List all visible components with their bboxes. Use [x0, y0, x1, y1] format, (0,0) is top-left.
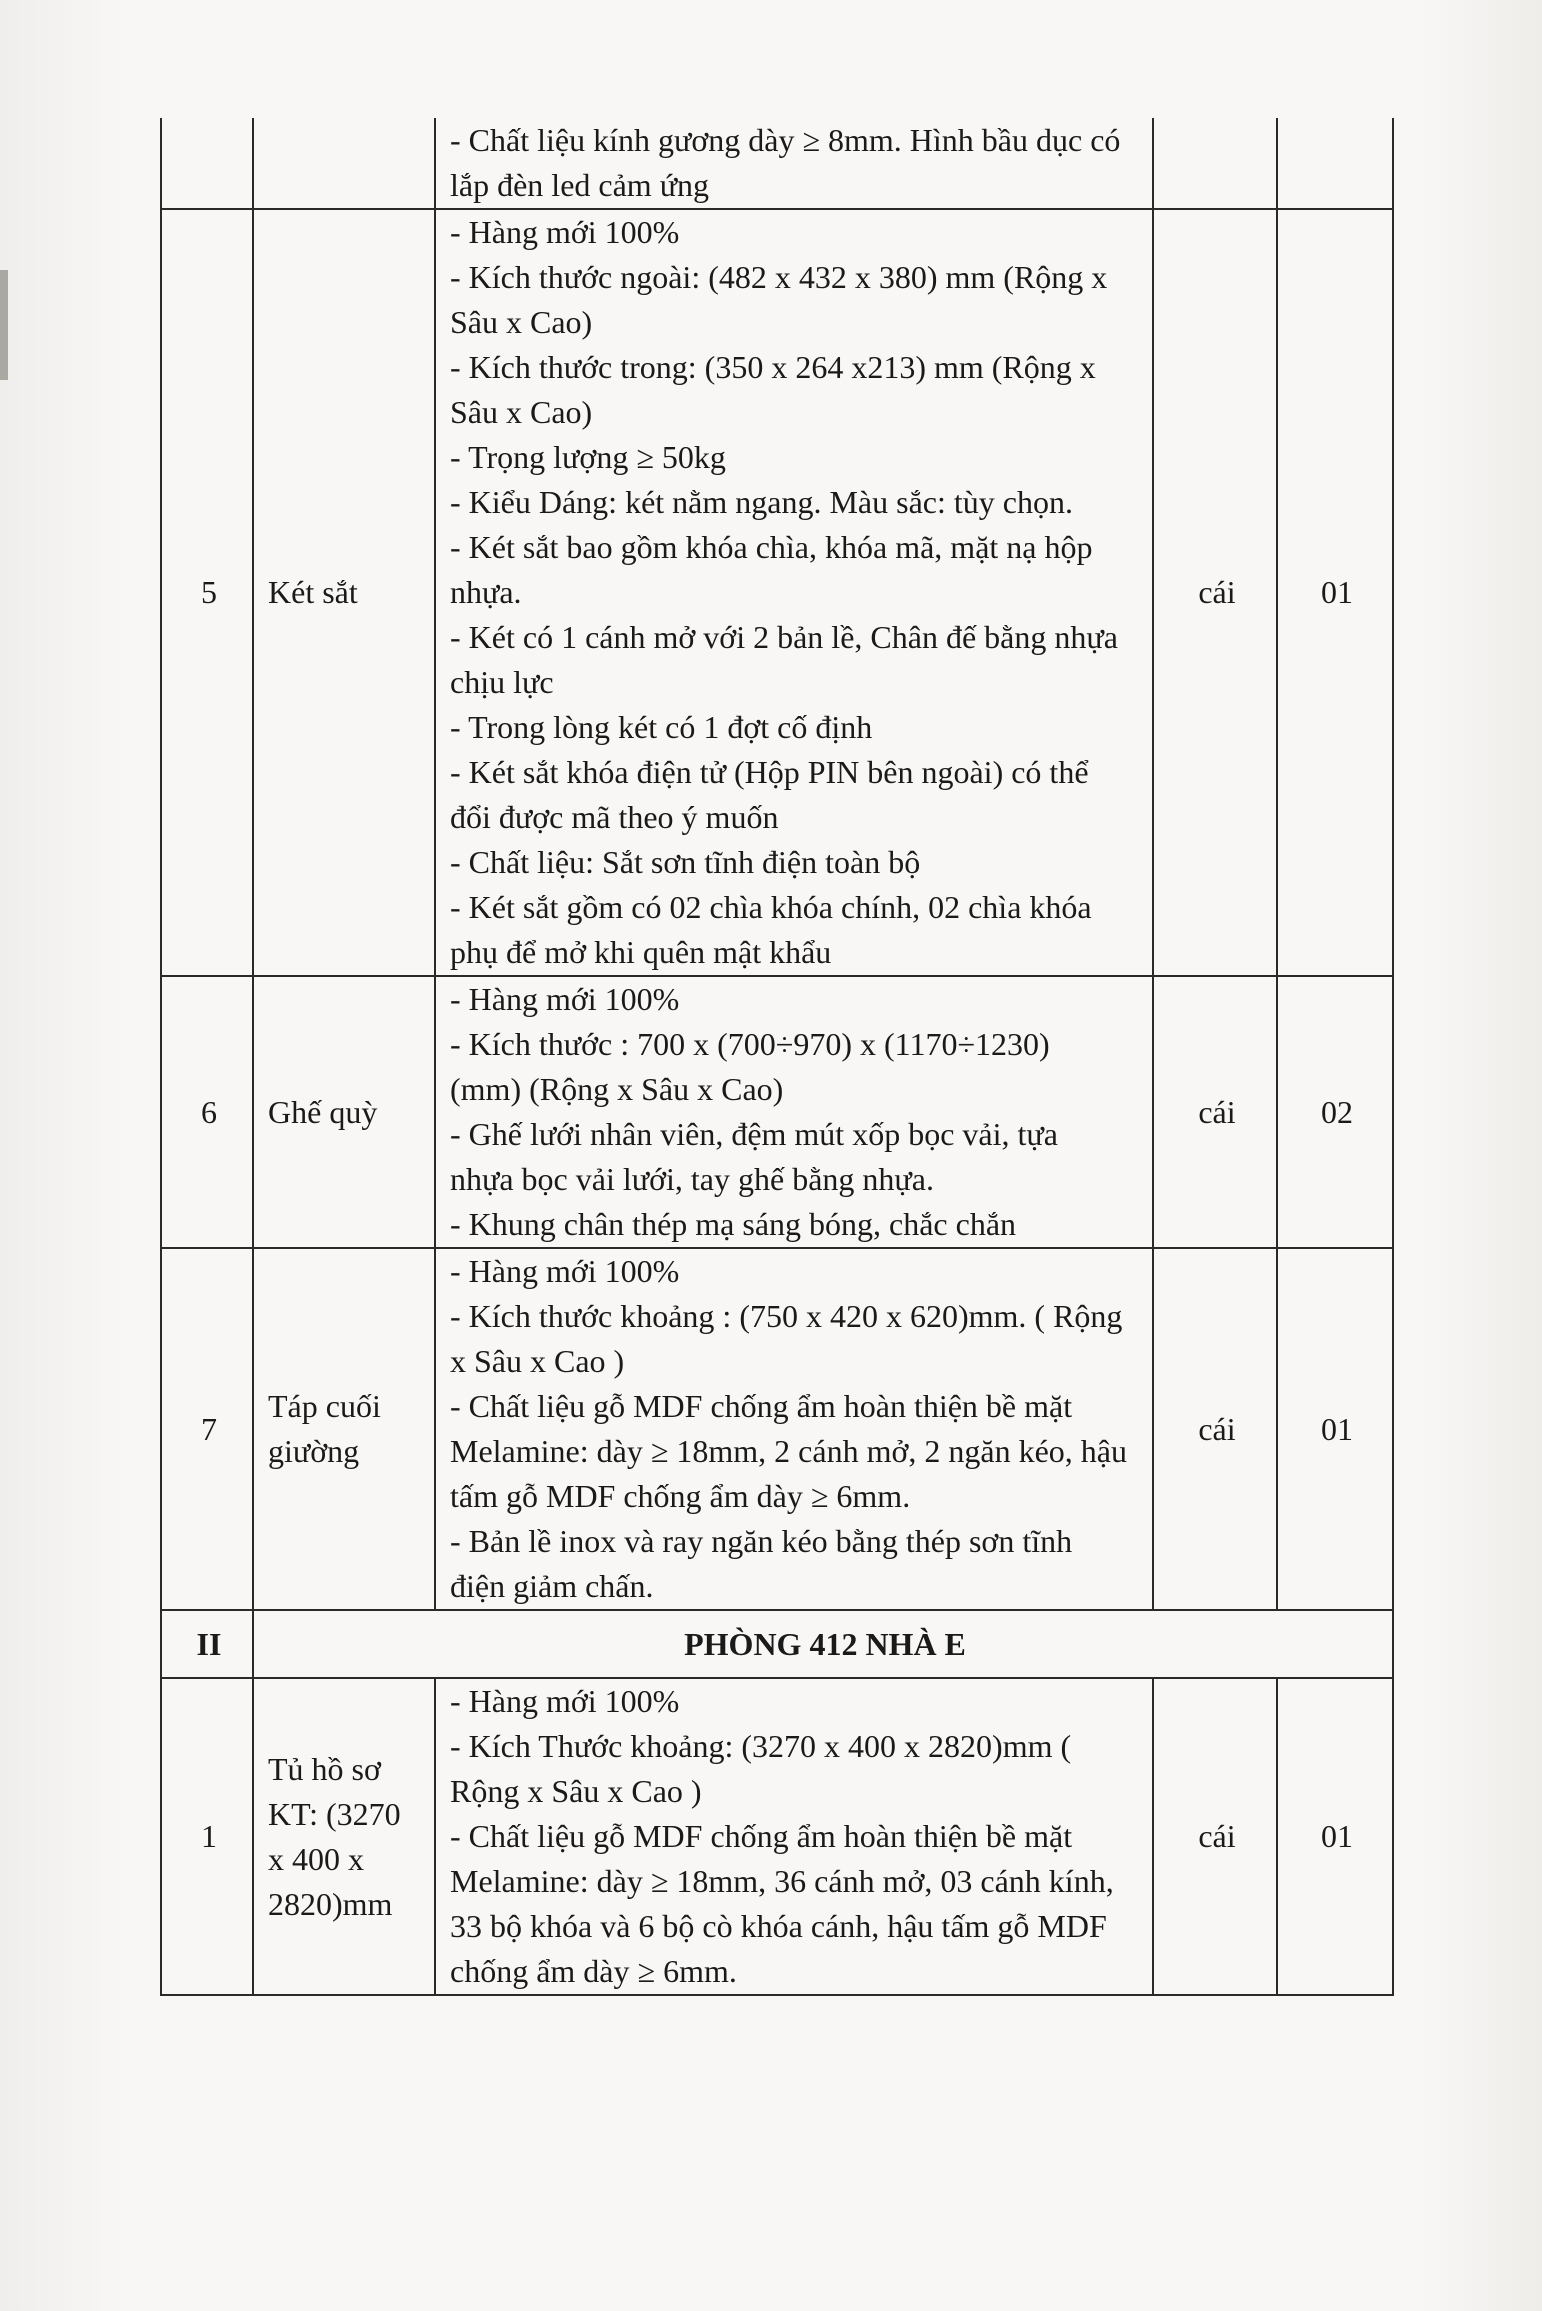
- description-line: phụ để mở khi quên mật khẩu: [450, 934, 832, 970]
- description-line: - Két sắt gồm có 02 chìa khóa chính, 02 chìa khóa: [450, 889, 1092, 925]
- table-row: [161, 209, 1393, 976]
- row-number-cell: 6: [161, 976, 253, 1248]
- quantity-cell: [1277, 118, 1393, 209]
- quantity-cell: 01: [1277, 1248, 1393, 1610]
- description-line: - Kích thước ngoài: (482 x 432 x 380) mm (Rộng x: [450, 259, 1108, 295]
- description-line: - Chất liệu kính gương dày ≥ 8mm. Hình bầu dục có: [450, 122, 1121, 158]
- unit-cell: cái: [1153, 976, 1277, 1248]
- description-line: nhựa bọc vải lưới, tay ghế bằng nhựa.: [450, 1161, 934, 1197]
- section-title: PHÒNG 412 NHÀ E: [253, 1610, 1393, 1678]
- item-name-line: x 400 x: [268, 1840, 364, 1877]
- description-line: - Kiểu Dáng: két nằm ngang. Màu sắc: tùy chọn.: [450, 484, 1073, 520]
- description-line: - Kích thước trong: (350 x 264 x213) mm (Rộng x: [450, 349, 1096, 385]
- item-name-line: 2820)mm: [268, 1885, 393, 1922]
- description-line: - Hàng mới 100%: [450, 214, 680, 250]
- section-number-cell: II: [161, 1610, 253, 1678]
- description-line: - Kích thước : 700 x (700÷970) x (1170÷1230): [450, 1026, 1050, 1062]
- quantity-cell: 01: [1277, 209, 1393, 976]
- table-row: [161, 1248, 1393, 1610]
- unit-cell: cái: [1153, 1678, 1277, 1995]
- description-line: điện giảm chấn.: [450, 1568, 654, 1604]
- item-description-cell: [435, 209, 1153, 976]
- description-line: Rộng x Sâu x Cao ): [450, 1773, 702, 1809]
- description-line: - Kích thước khoảng : (750 x 420 x 620)mm. ( Rộng: [450, 1298, 1123, 1334]
- item-description-cell: [435, 976, 1153, 1248]
- item-name-cell: [253, 118, 435, 209]
- description-line: - Kích Thước khoảng: (3270 x 400 x 2820)mm (: [450, 1728, 1072, 1764]
- quantity-cell: 02: [1277, 976, 1393, 1248]
- description-line: Sâu x Cao): [450, 304, 593, 340]
- table-row: [161, 976, 1393, 1248]
- table-row: [161, 1678, 1393, 1995]
- row-number-cell: [161, 118, 253, 209]
- item-name-line: Ghế quỳ: [268, 1093, 378, 1130]
- description-line: Melamine: dày ≥ 18mm, 2 cánh mở, 2 ngăn kéo, hậu: [450, 1433, 1127, 1469]
- description-line: - Hàng mới 100%: [450, 1683, 680, 1719]
- description-line: - Chất liệu gỗ MDF chống ẩm hoàn thiện bề mặt: [450, 1818, 1073, 1854]
- description-line: (mm) (Rộng x Sâu x Cao): [450, 1071, 784, 1107]
- description-line: - Khung chân thép mạ sáng bóng, chắc chắn: [450, 1206, 1017, 1242]
- description-line: - Chất liệu: Sắt sơn tĩnh điện toàn bộ: [450, 844, 921, 880]
- description-line: x Sâu x Cao ): [450, 1343, 625, 1379]
- description-line: - Bản lề inox và ray ngăn kéo bằng thép sơn tĩnh: [450, 1523, 1073, 1559]
- row-number-cell: 7: [161, 1248, 253, 1610]
- item-name-line: giường: [268, 1433, 360, 1469]
- quantity-cell: 01: [1277, 1678, 1393, 1995]
- description-line: đổi được mã theo ý muốn: [450, 799, 779, 835]
- description-line: Melamine: dày ≥ 18mm, 36 cánh mở, 03 cánh kính,: [450, 1863, 1114, 1899]
- item-description-cell: [435, 118, 1153, 209]
- specification-table: [160, 118, 1394, 1996]
- description-line: - Trọng lượng ≥ 50kg: [450, 439, 726, 475]
- item-name-line: KT: (3270: [268, 1795, 401, 1832]
- description-line: chống ẩm dày ≥ 6mm.: [450, 1953, 737, 1989]
- unit-cell: [1153, 118, 1277, 209]
- item-description-cell: [435, 1248, 1153, 1610]
- unit-cell: cái: [1153, 1248, 1277, 1610]
- description-line: - Két sắt bao gồm khóa chìa, khóa mã, mặt nạ hộp: [450, 529, 1093, 565]
- row-number-cell: 1: [161, 1678, 253, 1995]
- item-name-cell: [253, 976, 435, 1248]
- description-line: - Ghế lưới nhân viên, đệm mút xốp bọc vải, tựa: [450, 1116, 1058, 1152]
- item-description-cell: [435, 1678, 1153, 1995]
- item-name-line: Táp cuối: [268, 1388, 381, 1424]
- description-line: - Két có 1 cánh mở với 2 bản lề, Chân đế bằng nhựa: [450, 619, 1118, 655]
- description-line: 33 bộ khóa và 6 bộ cò khóa cánh, hậu tấm gỗ MDF: [450, 1908, 1107, 1944]
- description-line: - Chất liệu gỗ MDF chống ẩm hoàn thiện bề mặt: [450, 1388, 1073, 1424]
- item-name-cell: [253, 209, 435, 976]
- description-line: lắp đèn led cảm ứng: [450, 167, 710, 203]
- section-header-row: [161, 1610, 1393, 1678]
- description-line: Sâu x Cao): [450, 394, 593, 430]
- item-name-cell: [253, 1678, 435, 1995]
- item-name-line: Tủ hồ sơ: [268, 1750, 381, 1787]
- description-line: - Hàng mới 100%: [450, 981, 680, 1017]
- description-line: tấm gỗ MDF chống ẩm dày ≥ 6mm.: [450, 1478, 911, 1514]
- unit-cell: cái: [1153, 209, 1277, 976]
- scan-edge-shadow: [0, 270, 8, 380]
- description-line: - Két sắt khóa điện tử (Hộp PIN bên ngoài) có thể: [450, 754, 1089, 790]
- description-line: - Hàng mới 100%: [450, 1253, 680, 1289]
- row-number-cell: 5: [161, 209, 253, 976]
- description-line: nhựa.: [450, 574, 522, 610]
- item-name-line: Két sắt: [268, 574, 358, 610]
- description-line: - Trong lòng két có 1 đợt cố định: [450, 709, 873, 745]
- description-line: chịu lực: [450, 664, 554, 700]
- table-row-continuation: [161, 118, 1393, 209]
- item-name-cell: [253, 1248, 435, 1610]
